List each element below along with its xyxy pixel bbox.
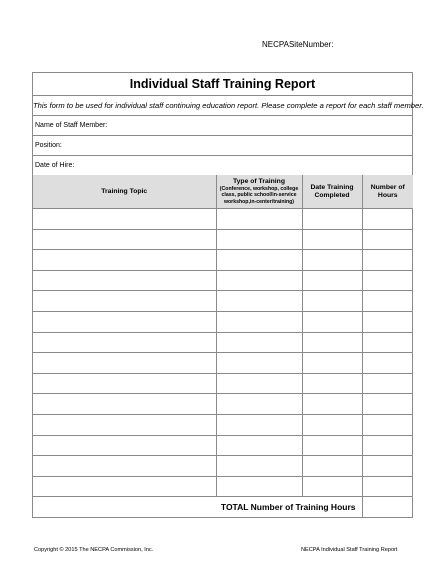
date-completed-cell[interactable]	[302, 353, 362, 374]
header-type-examples: (Conference, workshop, college class, public school/in-service workshop,in-center/training)	[219, 186, 299, 205]
table-row	[33, 291, 413, 312]
date-completed-cell[interactable]	[302, 250, 362, 271]
table-row	[33, 456, 413, 477]
training-topic-cell[interactable]	[33, 476, 216, 497]
table-row	[33, 229, 413, 250]
hours-cell[interactable]	[362, 414, 413, 435]
date-completed-cell[interactable]	[302, 270, 362, 291]
table-row	[33, 353, 413, 374]
date-completed-cell[interactable]	[302, 311, 362, 332]
position-field[interactable]: Position:	[33, 136, 412, 156]
table-row	[33, 209, 413, 230]
training-topic-cell[interactable]	[33, 270, 216, 291]
training-type-cell[interactable]	[216, 311, 302, 332]
hours-cell[interactable]	[362, 209, 413, 230]
hours-cell[interactable]	[362, 229, 413, 250]
table-row	[33, 373, 413, 394]
date-completed-cell[interactable]	[302, 435, 362, 456]
date-completed-cell[interactable]	[302, 229, 362, 250]
date-completed-cell[interactable]	[302, 394, 362, 415]
training-topic-cell[interactable]	[33, 229, 216, 250]
table-row	[33, 414, 413, 435]
total-row	[33, 497, 413, 518]
table-row	[33, 435, 413, 456]
training-type-cell[interactable]	[216, 229, 302, 250]
table-body	[33, 209, 413, 497]
site-number-label: NECPASiteNumber:	[262, 40, 334, 49]
form-title: Individual Staff Training Report	[33, 73, 412, 96]
hours-cell[interactable]	[362, 332, 413, 353]
table-row	[33, 476, 413, 497]
date-of-hire-field[interactable]: Date of Hire:	[35, 162, 75, 169]
training-topic-cell[interactable]	[33, 209, 216, 230]
date-completed-cell[interactable]	[302, 476, 362, 497]
training-topic-cell[interactable]	[33, 250, 216, 271]
date-completed-cell[interactable]	[302, 291, 362, 312]
hours-cell[interactable]	[362, 456, 413, 477]
training-type-cell[interactable]	[216, 476, 302, 497]
training-type-cell[interactable]	[216, 435, 302, 456]
hours-cell[interactable]	[362, 311, 413, 332]
table-row	[33, 394, 413, 415]
staff-name-field[interactable]: Name of Staff Member:	[33, 116, 412, 136]
copyright-text: Copyright © 2015 The NECPA Commission, Inc.	[34, 547, 154, 553]
training-topic-cell[interactable]	[33, 456, 216, 477]
hours-cell[interactable]	[362, 435, 413, 456]
training-type-cell[interactable]	[216, 394, 302, 415]
table-row	[33, 250, 413, 271]
table-header-row	[33, 175, 413, 209]
hours-cell[interactable]	[362, 373, 413, 394]
table-row	[33, 332, 413, 353]
date-completed-cell[interactable]	[302, 209, 362, 230]
form-intro-text: This form to be used for individual staff continuing education report. Please complete a report for each staff member.	[33, 96, 412, 116]
training-type-cell[interactable]	[216, 250, 302, 271]
hours-cell[interactable]	[362, 291, 413, 312]
training-report-form	[32, 72, 424, 518]
training-type-cell[interactable]	[216, 353, 302, 374]
header-type-label: Type of Training	[233, 178, 285, 186]
hours-cell[interactable]	[362, 270, 413, 291]
total-hours-label: TOTAL Number of Training Hours	[33, 497, 362, 518]
table-row	[33, 311, 413, 332]
document-name: NECPA Individual Staff Training Report	[301, 547, 398, 553]
training-type-cell[interactable]	[216, 414, 302, 435]
training-type-cell[interactable]	[216, 373, 302, 394]
hours-cell[interactable]	[362, 476, 413, 497]
date-completed-cell[interactable]	[302, 414, 362, 435]
hours-cell[interactable]	[362, 394, 413, 415]
hours-cell[interactable]	[362, 250, 413, 271]
header-date-completed: Date Training Completed	[302, 175, 362, 209]
header-training-topic: Training Topic	[33, 175, 216, 209]
header-number-of-hours: Number of Hours	[362, 175, 413, 209]
hours-cell[interactable]	[362, 353, 413, 374]
training-topic-cell[interactable]	[33, 394, 216, 415]
training-topic-cell[interactable]	[33, 373, 216, 394]
training-type-cell[interactable]	[216, 270, 302, 291]
training-type-cell[interactable]	[216, 291, 302, 312]
training-type-cell[interactable]	[216, 209, 302, 230]
training-topic-cell[interactable]	[33, 435, 216, 456]
date-completed-cell[interactable]	[302, 332, 362, 353]
training-topic-cell[interactable]	[33, 291, 216, 312]
training-topic-cell[interactable]	[33, 414, 216, 435]
training-type-cell[interactable]	[216, 332, 302, 353]
training-table	[33, 175, 413, 517]
training-topic-cell[interactable]	[33, 353, 216, 374]
training-topic-cell[interactable]	[33, 332, 216, 353]
date-completed-cell[interactable]	[302, 373, 362, 394]
total-hours-cell[interactable]	[362, 497, 413, 518]
header-type-of-training	[216, 175, 302, 209]
date-completed-cell[interactable]	[302, 456, 362, 477]
training-type-cell[interactable]	[216, 456, 302, 477]
table-row	[33, 270, 413, 291]
training-topic-cell[interactable]	[33, 311, 216, 332]
